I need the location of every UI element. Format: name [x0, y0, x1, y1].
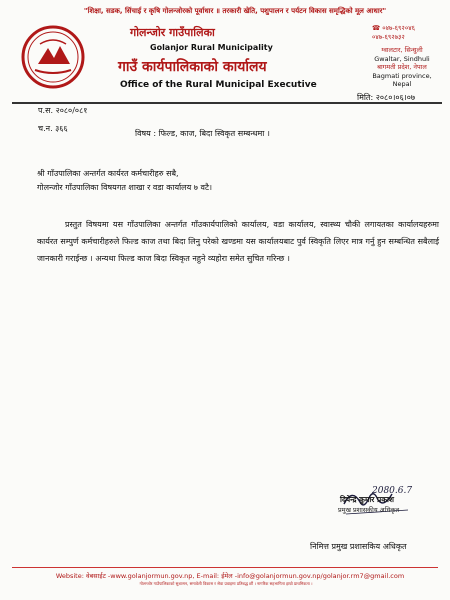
phone-number: ०४७-६९२७३२	[372, 33, 405, 41]
date-label: मिति:	[357, 93, 374, 102]
address-block	[366, 46, 438, 89]
signer-title: प्रमुख प्रशासकीय अधिकृत	[338, 506, 400, 514]
footer-divider	[12, 567, 438, 568]
municipality-name-english: Golanjor Rural Municipality	[150, 43, 273, 52]
office-name-english: Office of the Rural Municipal Executive	[120, 80, 317, 90]
officer-title: निमित्त प्रमुख प्रशासकिय अधिकृत	[310, 542, 407, 551]
recipient-line: गोलन्जोर गाँउपालिका विषयगत शाखा र वडा कार्यालय ७ वटै।	[37, 183, 213, 192]
signature-handwritten-date: 2080.6.7	[372, 486, 413, 496]
footer-fine-print: गोलन्जोर गाउँपालिकाको सुशासन, समावेशी विकास र सेवा प्रवाहमा प्रतिबद्ध छौं । नागरिक सहभागिता हाम्रो प्राथमिकता ।	[139, 581, 313, 586]
address-english: Gwaltar, Sindhuli	[374, 54, 430, 63]
phone-icon: ☎	[372, 24, 381, 32]
address-nepali: ग्वालटार, सिन्धुली	[381, 46, 423, 54]
phone-number: ०४७-६९२०४६	[382, 24, 415, 32]
phone-numbers	[372, 24, 415, 42]
chalani-number: च.न. ३६६	[38, 124, 68, 133]
recipient-block	[37, 167, 212, 195]
province-english: Bagmati province, Nepal	[372, 71, 432, 88]
recipient-line: श्री गाँउपालिका अन्तर्गत कार्यरत कर्मचारीहरु सबै,	[37, 169, 179, 178]
patra-sankhya: प.स. २०८०/०८१	[38, 106, 88, 115]
municipality-name-nepali: गोलन्जोर गाउँपालिका	[130, 26, 215, 39]
letter-body: प्रस्तुत विषयमा यस गाँउपालिका अन्तर्गत गाँउकार्यपालिको कार्यालय, वडा कार्यालय, स्वास्थ्य चौकी लगायतका कार्यालयहरुमा कार्यरत सम्पुर्ण कर्मचारीहरुले फिल्ड काज तथा बिदा लिनु परेको खण्डमा यस कार्यालयबाट पुर्व स्विकृति लिएर मात्र गर्नु हुन सम्बन्धित सबैलाई जानकारी गराईन्छ । अन्यथा फिल्ड काज बिदा स्विकृत नहुने व्यहोरा समेत सुचित गरिन्छ ।	[37, 220, 439, 263]
office-name-nepali: गाउँ कार्यपालिकाको कार्यालय	[118, 59, 267, 75]
emblem-logo	[20, 24, 86, 90]
date-value: २०८०।०६।०७	[375, 93, 416, 102]
footer-contact: Website: वेबसाईट -www.golanjormun.gov.np, E-mail: ईमेल -info@golanjormun.gov.np/golanjor.rm7@gmail.com	[55, 572, 405, 580]
letterhead-tagline: "शिक्षा, सडक, सिंचाई र कृषि गोलन्जोरको पूर्वाधार ॥ तरकारी खेति, पशुपालन र पर्यटन विकास समृद्धिको मूल आधार"	[83, 7, 387, 15]
province-nepali: बागमती प्रदेश, नेपाल	[377, 63, 427, 71]
header-divider	[12, 102, 442, 104]
subject-line: विषय : फिल्ड, काज, बिदा स्विकृत सम्बन्धमा ।	[135, 129, 270, 138]
signer-name: दिपेन्द्र कुमार प्रकाश	[340, 495, 395, 504]
